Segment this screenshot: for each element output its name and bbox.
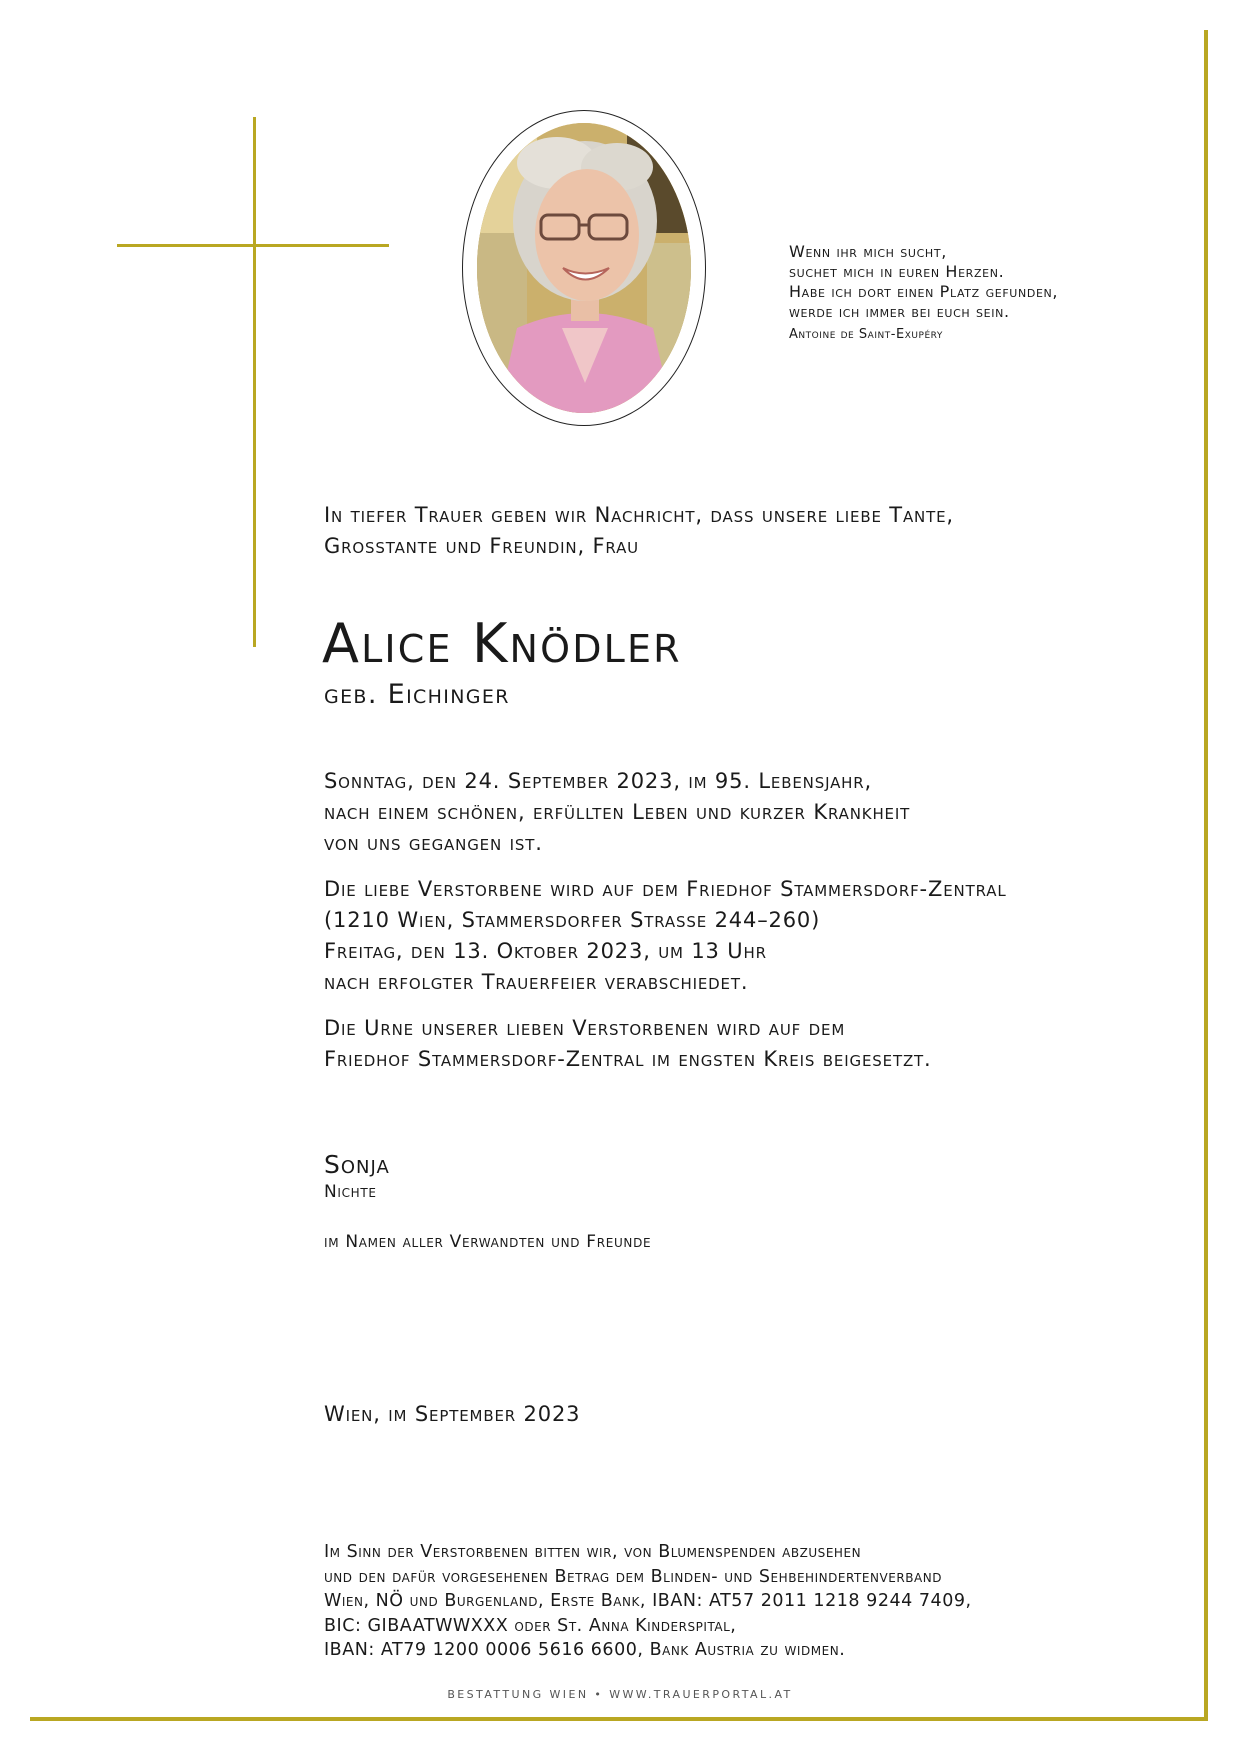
frame-right-border <box>1204 30 1208 1721</box>
portrait-illustration <box>477 123 691 413</box>
paragraph-line: nach erfolgter Trauerfeier verabschiedet. <box>324 970 749 994</box>
quote-text <box>789 242 1058 322</box>
behalf-text: im Namen aller Verwandten und Freunde <box>324 1232 652 1252</box>
paragraph-line: Freitag, den 13. Oktober 2023, um 13 Uhr <box>324 939 767 963</box>
paragraph-line: Sonntag, den 24. September 2023, im 95. Lebensjahr, <box>324 769 873 793</box>
cross-icon-vertical <box>253 117 256 647</box>
place-date: Wien, im September 2023 <box>324 1402 581 1426</box>
quote-author: Antoine de Saint-Exupéry <box>789 327 943 342</box>
intro-line: Grosstante und Freundin, Frau <box>324 534 639 558</box>
portrait-frame <box>462 110 706 426</box>
quote-line: werde ich immer bei euch sein. <box>789 302 1010 321</box>
paragraph-line: nach einem schönen, erfüllten Leben und kurzer Krankheit <box>324 800 911 824</box>
donation-line: IBAN: AT79 1200 0006 5616 6600, Bank Austria zu widmen. <box>324 1640 846 1660</box>
footer-credit: BESTATTUNG WIEN • WWW.TRAUERPORTAL.AT <box>447 1688 793 1701</box>
deceased-name: Alice Knödler <box>322 612 682 675</box>
maiden-name: geb. Eichinger <box>324 679 510 710</box>
donation-line: und den dafür vorgesehenen Betrag dem Blinden- und Sehbehindertenverband <box>324 1566 942 1587</box>
paragraph-line: Die liebe Verstorbene wird auf dem Friedhof Stammersdorf-Zentral <box>324 877 1007 901</box>
intro-text <box>324 500 954 562</box>
cross-icon-horizontal <box>117 244 389 247</box>
paragraph-line: von uns gegangen ist. <box>324 831 543 855</box>
paragraph-line: Die Urne unserer lieben Verstorbenen wird auf dem <box>324 1016 846 1040</box>
paragraph-line: Friedhof Stammersdorf-Zentral im engsten Kreis beigesetzt. <box>324 1047 932 1071</box>
frame-bottom-border <box>30 1717 1208 1721</box>
paragraph-line: (1210 Wien, Stammersdorfer Strasse 244–260) <box>324 908 821 932</box>
portrait-photo <box>477 123 691 413</box>
donation-line: BIC: GIBAATWWXXX oder St. Anna Kinderspital, <box>324 1615 737 1636</box>
signer-name: Sonja <box>324 1150 390 1179</box>
donation-line: Wien, NÖ und Burgenland, Erste Bank, IBAN: AT57 2011 1218 9244 7409, <box>324 1591 972 1611</box>
quote-line: Wenn ihr mich sucht, <box>789 242 947 261</box>
quote-line: suchet mich in euren Herzen. <box>789 262 1005 281</box>
funeral-paragraph <box>324 874 1007 998</box>
signer-role: Nichte <box>324 1182 377 1202</box>
quote-line: Habe ich dort einen Platz gefunden, <box>789 282 1059 301</box>
donation-text <box>324 1540 972 1663</box>
donation-line: Im Sinn der Verstorbenen bitten wir, von Blumenspenden abzusehen <box>324 1542 862 1562</box>
death-notice-paragraph <box>324 766 910 859</box>
intro-line: In tiefer Trauer geben wir Nachricht, dass unsere liebe Tante, <box>324 503 954 527</box>
burial-paragraph <box>324 1013 932 1075</box>
